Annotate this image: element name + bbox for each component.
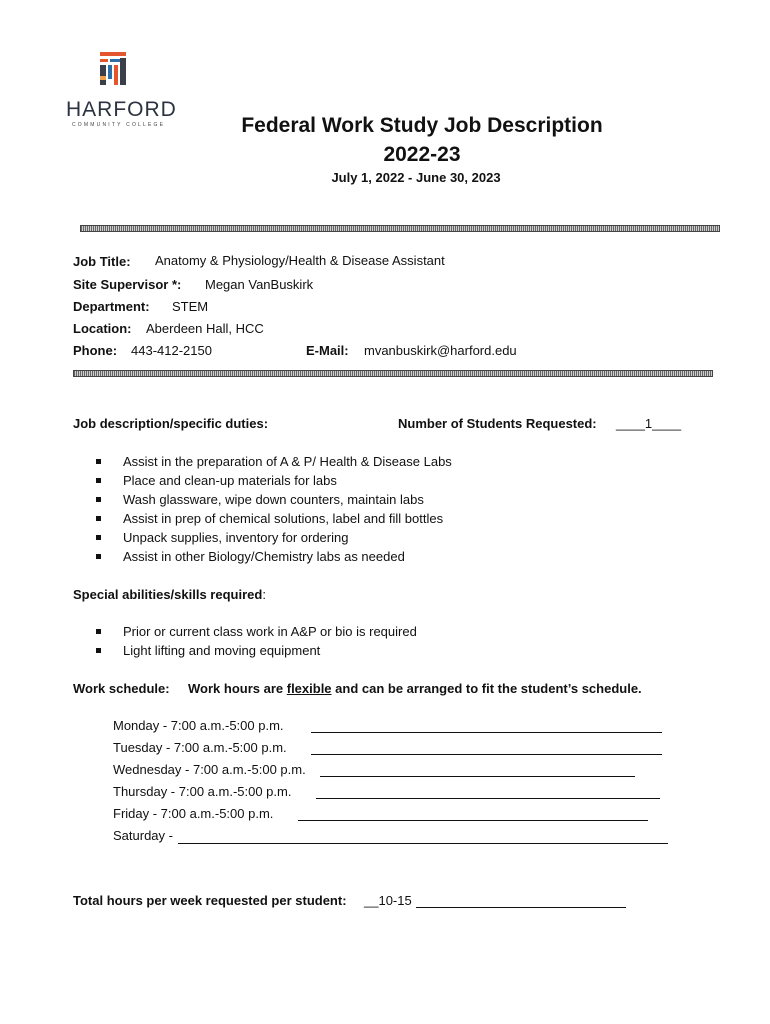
list-item: Assist in prep of chemical solutions, label and fill bottles (96, 511, 452, 530)
job-title-row (73, 253, 131, 271)
divider-bottom (73, 370, 713, 377)
schedule-friday: Friday - 7:00 a.m.-5:00 p.m. (113, 806, 274, 821)
blank-line (311, 754, 662, 755)
blank-line (178, 843, 668, 844)
location-label: Location: (73, 321, 132, 336)
date-range: July 1, 2022 - June 30, 2023 (331, 170, 501, 185)
duties-list (96, 454, 452, 568)
location-value: Aberdeen Hall, HCC (146, 321, 264, 336)
schedule-wednesday: Wednesday - 7:00 a.m.-5:00 p.m. (113, 762, 306, 777)
divider-top (80, 225, 720, 232)
schedule-monday: Monday - 7:00 a.m.-5:00 p.m. (113, 718, 284, 733)
supervisor-value: Megan VanBuskirk (205, 277, 314, 292)
students-requested-label: Number of Students Requested: (398, 416, 597, 431)
department-value: STEM (172, 299, 209, 314)
page-year: 2022-23 (383, 143, 461, 166)
blank-line (416, 907, 626, 908)
schedule-saturday: Saturday - (113, 828, 173, 843)
blank-line (316, 798, 660, 799)
skills-colon: : (262, 587, 266, 602)
job-title-value: Anatomy & Physiology/Health & Disease Assistant (155, 253, 445, 268)
list-item: Prior or current class work in A&P or bio is required (96, 624, 417, 643)
list-item: Unpack supplies, inventory for ordering (96, 530, 452, 549)
supervisor-label: Site Supervisor *: (73, 277, 182, 292)
list-item: Assist in the preparation of A & P/ Health & Disease Labs (96, 454, 452, 473)
schedule-note-flexible: flexible (286, 681, 332, 696)
list-item: Assist in other Biology/Chemistry labs as needed (96, 549, 452, 568)
schedule-thursday: Thursday - 7:00 a.m.-5:00 p.m. (113, 784, 292, 799)
students-requested-value: ____1____ (616, 416, 682, 431)
logo-subtitle: COMMUNITY COLLEGE (72, 122, 166, 128)
schedule-note (188, 681, 642, 696)
schedule-note-pre: Work hours are (188, 681, 287, 696)
skills-heading (73, 587, 266, 602)
schedule-tuesday: Tuesday - 7:00 a.m.-5:00 p.m. (113, 740, 287, 755)
phone-label: Phone: (73, 343, 118, 358)
list-item: Wash glassware, wipe down counters, maintain labs (96, 492, 452, 511)
email-value: mvanbuskirk@harford.edu (364, 343, 517, 358)
logo-wordmark: HARFORD (66, 98, 177, 121)
total-hours-label: Total hours per week requested per student: (73, 893, 347, 908)
email-label: E-Mail: (306, 343, 349, 358)
harford-logo-mark (62, 50, 172, 100)
phone-value: 443-412-2150 (131, 343, 212, 358)
blank-line (311, 732, 662, 733)
schedule-label: Work schedule: (73, 681, 170, 696)
schedule-note-post: and can be arranged to fit the student’s schedule. (331, 681, 642, 696)
skills-label: Special abilities/skills required (73, 587, 263, 602)
blank-line (298, 820, 648, 821)
skills-list (96, 624, 417, 662)
job-title-label: Job Title: (73, 254, 131, 269)
duties-heading: Job description/specific duties: (73, 416, 269, 431)
list-item: Light lifting and moving equipment (96, 643, 417, 662)
page-title: Federal Work Study Job Description (241, 114, 603, 137)
list-item: Place and clean-up materials for labs (96, 473, 452, 492)
total-hours-value: __10-15 (364, 893, 412, 908)
blank-line (320, 776, 635, 777)
department-label: Department: (73, 299, 150, 314)
